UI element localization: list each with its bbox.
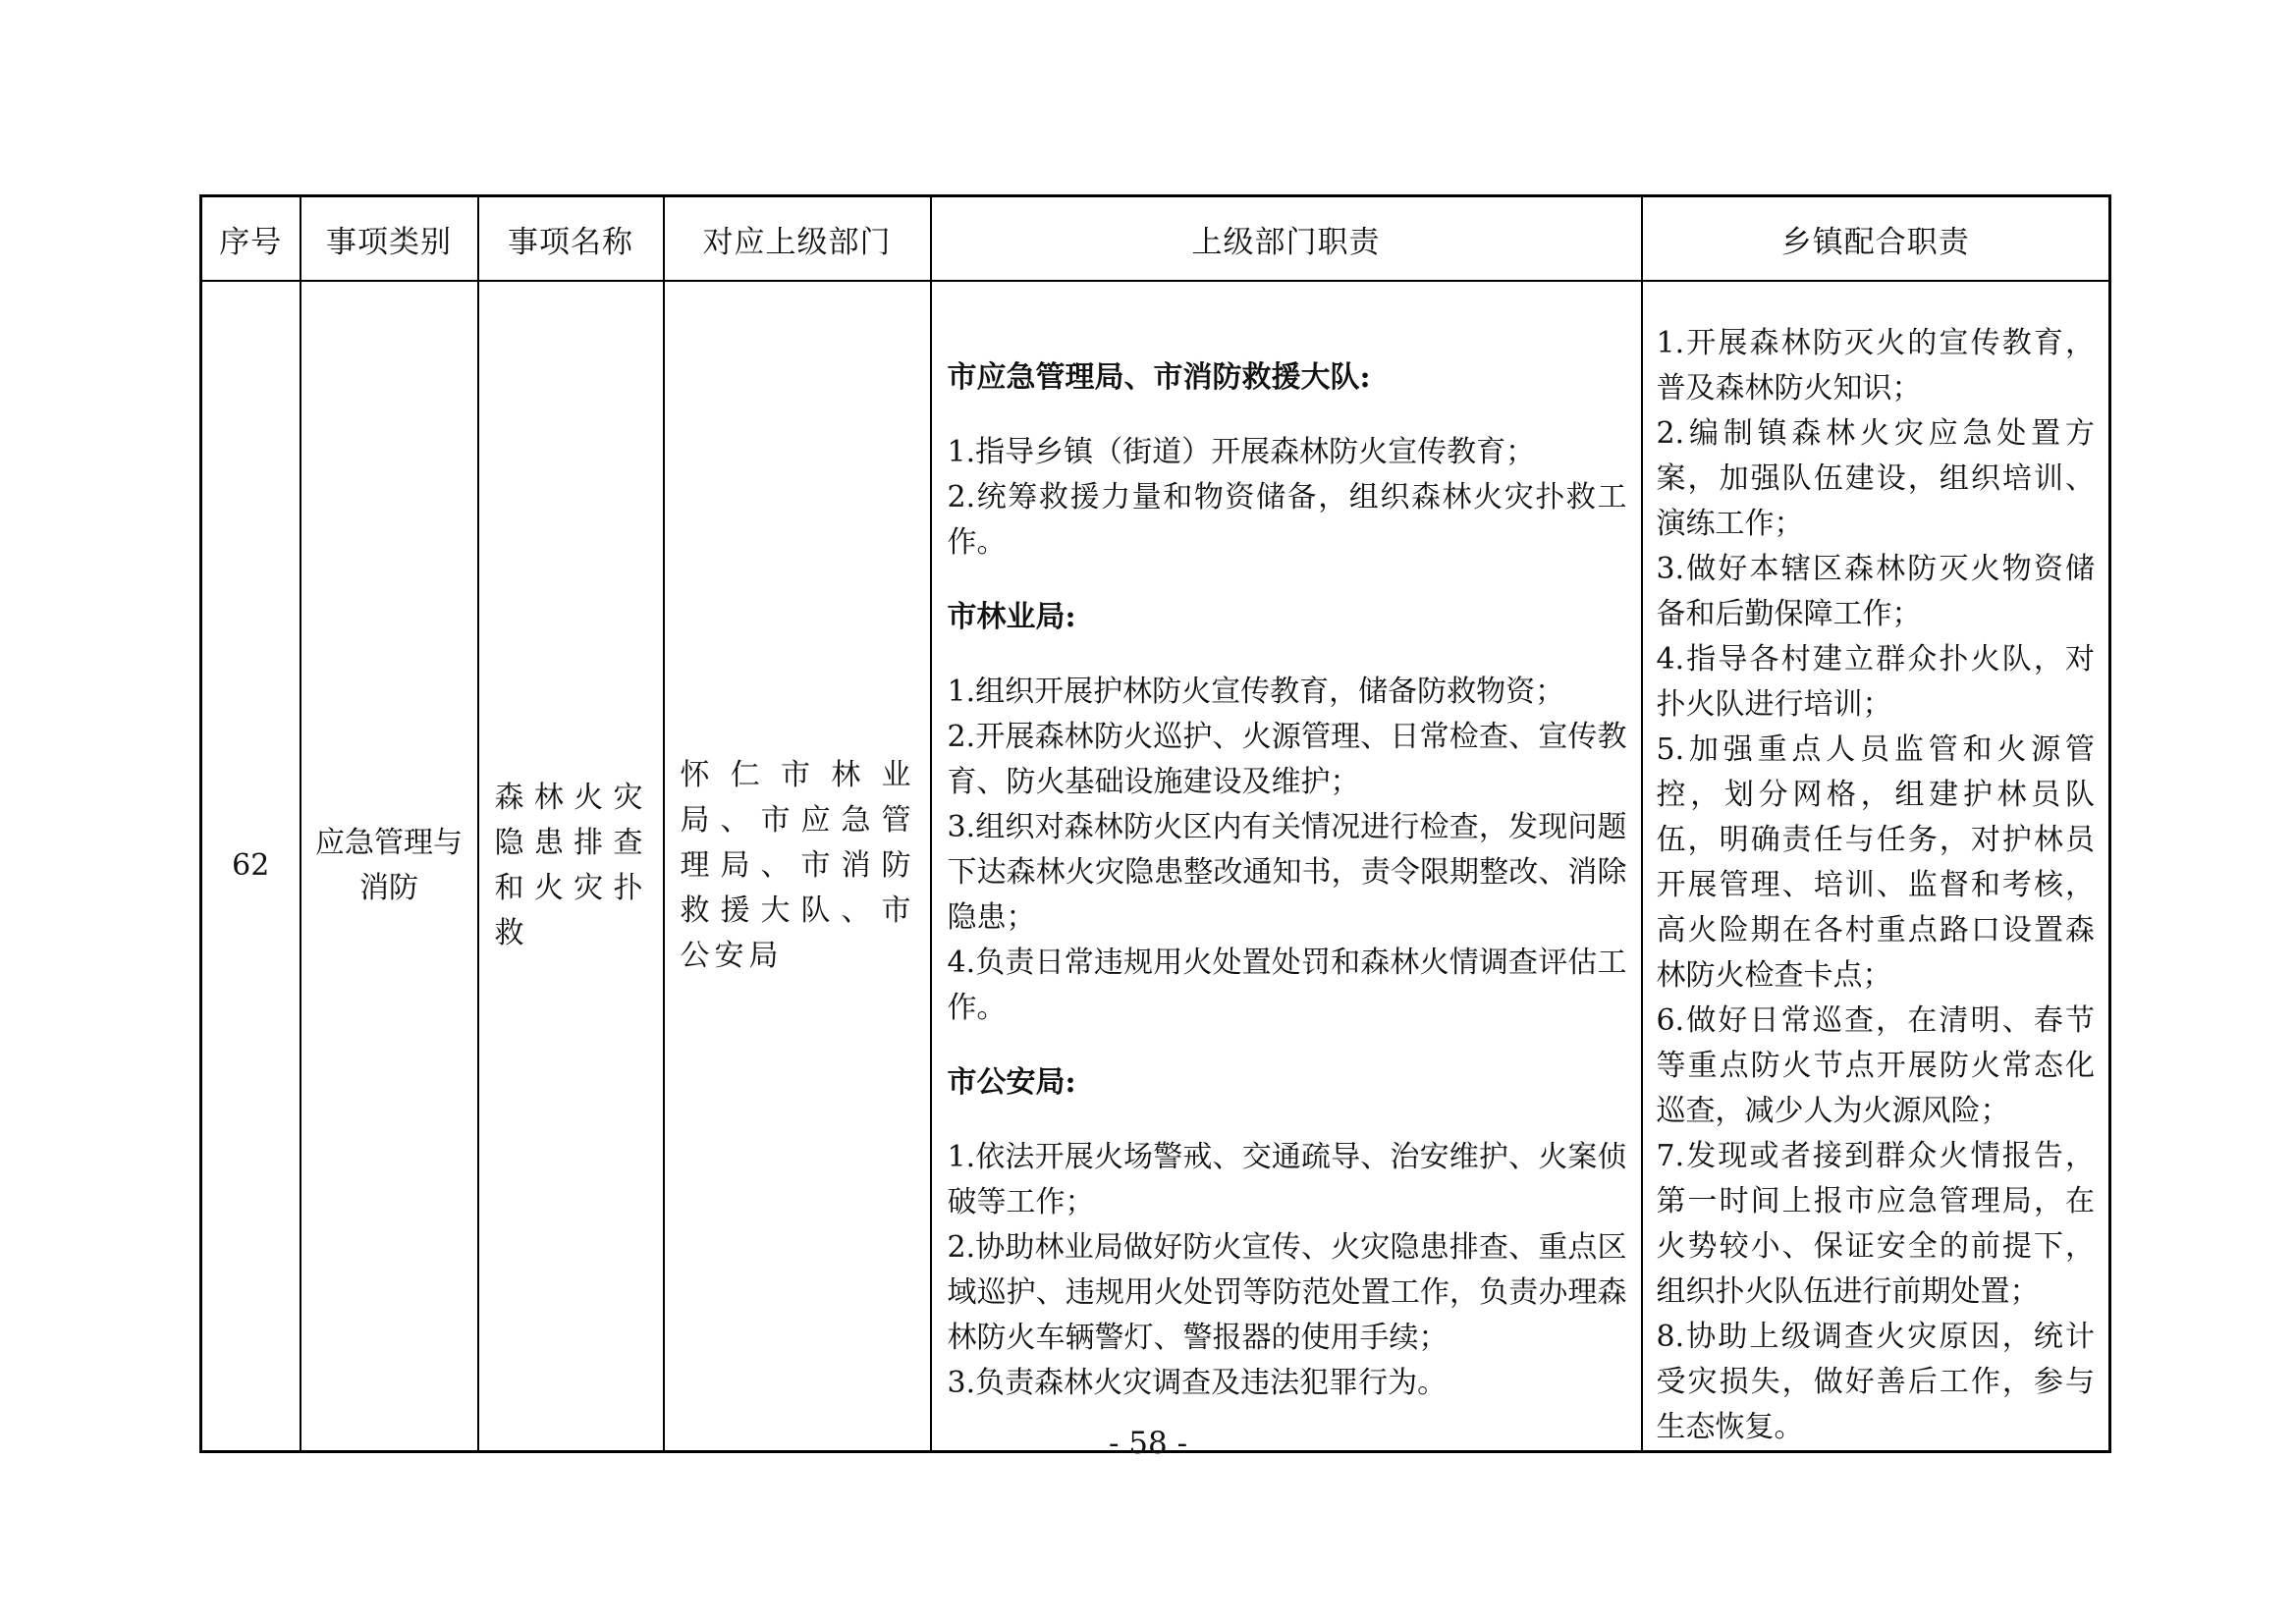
town-duty-item: 3.做好本辖区森林防灭火物资储备和后勤保障工作； bbox=[1656, 552, 2095, 631]
town-duties-cell bbox=[1642, 281, 2110, 1452]
upper-duty-item: 3.组织对森林防火区内有关情况进行检查，发现问题下达森林火灾隐患整改通知书，责令限期整改、消除隐患； bbox=[947, 810, 1627, 935]
upper-duty-item: 2.统筹救援力量和物资储备，组织森林火灾扑救工作。 bbox=[947, 480, 1627, 560]
header-number: 序号 bbox=[201, 196, 301, 282]
duty-table bbox=[199, 194, 2111, 1453]
upper-duty-item: 1.组织开展护林防火宣传教育，储备防救物资； bbox=[947, 675, 1565, 709]
upper-duty-block bbox=[948, 1060, 1627, 1406]
table-row bbox=[201, 281, 2110, 1452]
upper-duty-item: 1.依法开展火场警戒、交通疏导、治安维护、火案侦破等工作； bbox=[947, 1140, 1627, 1219]
upper-duty-item: 3.负责森林火灾调查及违法犯罪行为。 bbox=[947, 1366, 1448, 1400]
town-duty-item: 2.编制镇森林火灾应急处置方案，加强队伍建设，组织培训、演练工作； bbox=[1656, 416, 2095, 541]
upper-duties-cell bbox=[931, 281, 1642, 1452]
upper-duty-item: 1.指导乡镇（街道）开展森林防火宣传教育； bbox=[947, 435, 1536, 469]
town-duty-item: 6.做好日常巡查，在清明、春节等重点防火节点开展防火常态化巡查，减少人为火源风险； bbox=[1656, 1003, 2095, 1128]
page-number: - 58 - bbox=[1108, 1426, 1188, 1461]
header-row bbox=[201, 196, 2110, 282]
upper-duty-item: 2.开展森林防火巡护、火源管理、日常检查、宣传教育、防火基础设施建设及维护； bbox=[947, 720, 1627, 799]
row-name: 森林火灾隐患排查和火灾扑救 bbox=[478, 281, 664, 1452]
header-category: 事项类别 bbox=[301, 196, 478, 282]
town-duty-item: 1.开展森林防灭火的宣传教育，普及森林防火知识； bbox=[1656, 326, 2095, 406]
upper-duty-item: 2.协助林业局做好防火宣传、火灾隐患排查、重点区域巡护、违规用火处罚等防范处置工作，负责办理森林防火车辆警灯、警报器的使用手续； bbox=[947, 1230, 1627, 1355]
header-department: 对应上级部门 bbox=[664, 196, 931, 282]
upper-duty-item: 4.负责日常违规用火处置处罚和森林火情调查评估工作。 bbox=[947, 946, 1627, 1025]
upper-duty-block bbox=[948, 595, 1627, 1031]
upper-duty-title: 市林业局: bbox=[947, 600, 1076, 634]
header-name: 事项名称 bbox=[478, 196, 664, 282]
upper-duty-block bbox=[948, 355, 1627, 566]
header-upper-duties: 上级部门职责 bbox=[931, 196, 1642, 282]
row-departments: 怀仁市林业局、市应急管理局、市消防救援大队、市公安局 bbox=[664, 281, 931, 1452]
town-duty-item: 7.发现或者接到群众火情报告，第一时间上报市应急管理局，在火势较小、保证安全的前提下，组织扑火队伍进行前期处置； bbox=[1656, 1139, 2095, 1309]
town-duty-item: 8.协助上级调查火灾原因，统计受灾损失，做好善后工作，参与生态恢复。 bbox=[1656, 1320, 2095, 1444]
town-duty-item: 5.加强重点人员监管和火源管控，划分网格，组建护林员队伍，明确责任与任务，对护林员开展管理、培训、监督和考核，高火险期在各村重点路口设置森林防火检查卡点； bbox=[1656, 732, 2095, 993]
header-town-duties: 乡镇配合职责 bbox=[1642, 196, 2110, 282]
row-category: 应急管理与消防 bbox=[301, 281, 478, 1452]
upper-duty-title: 市公安局: bbox=[947, 1065, 1076, 1100]
town-duty-item: 4.指导各村建立群众扑火队，对扑火队进行培训； bbox=[1656, 642, 2095, 722]
upper-duty-title: 市应急管理局、市消防救援大队: bbox=[947, 360, 1371, 395]
row-number: 62 bbox=[201, 281, 301, 1452]
